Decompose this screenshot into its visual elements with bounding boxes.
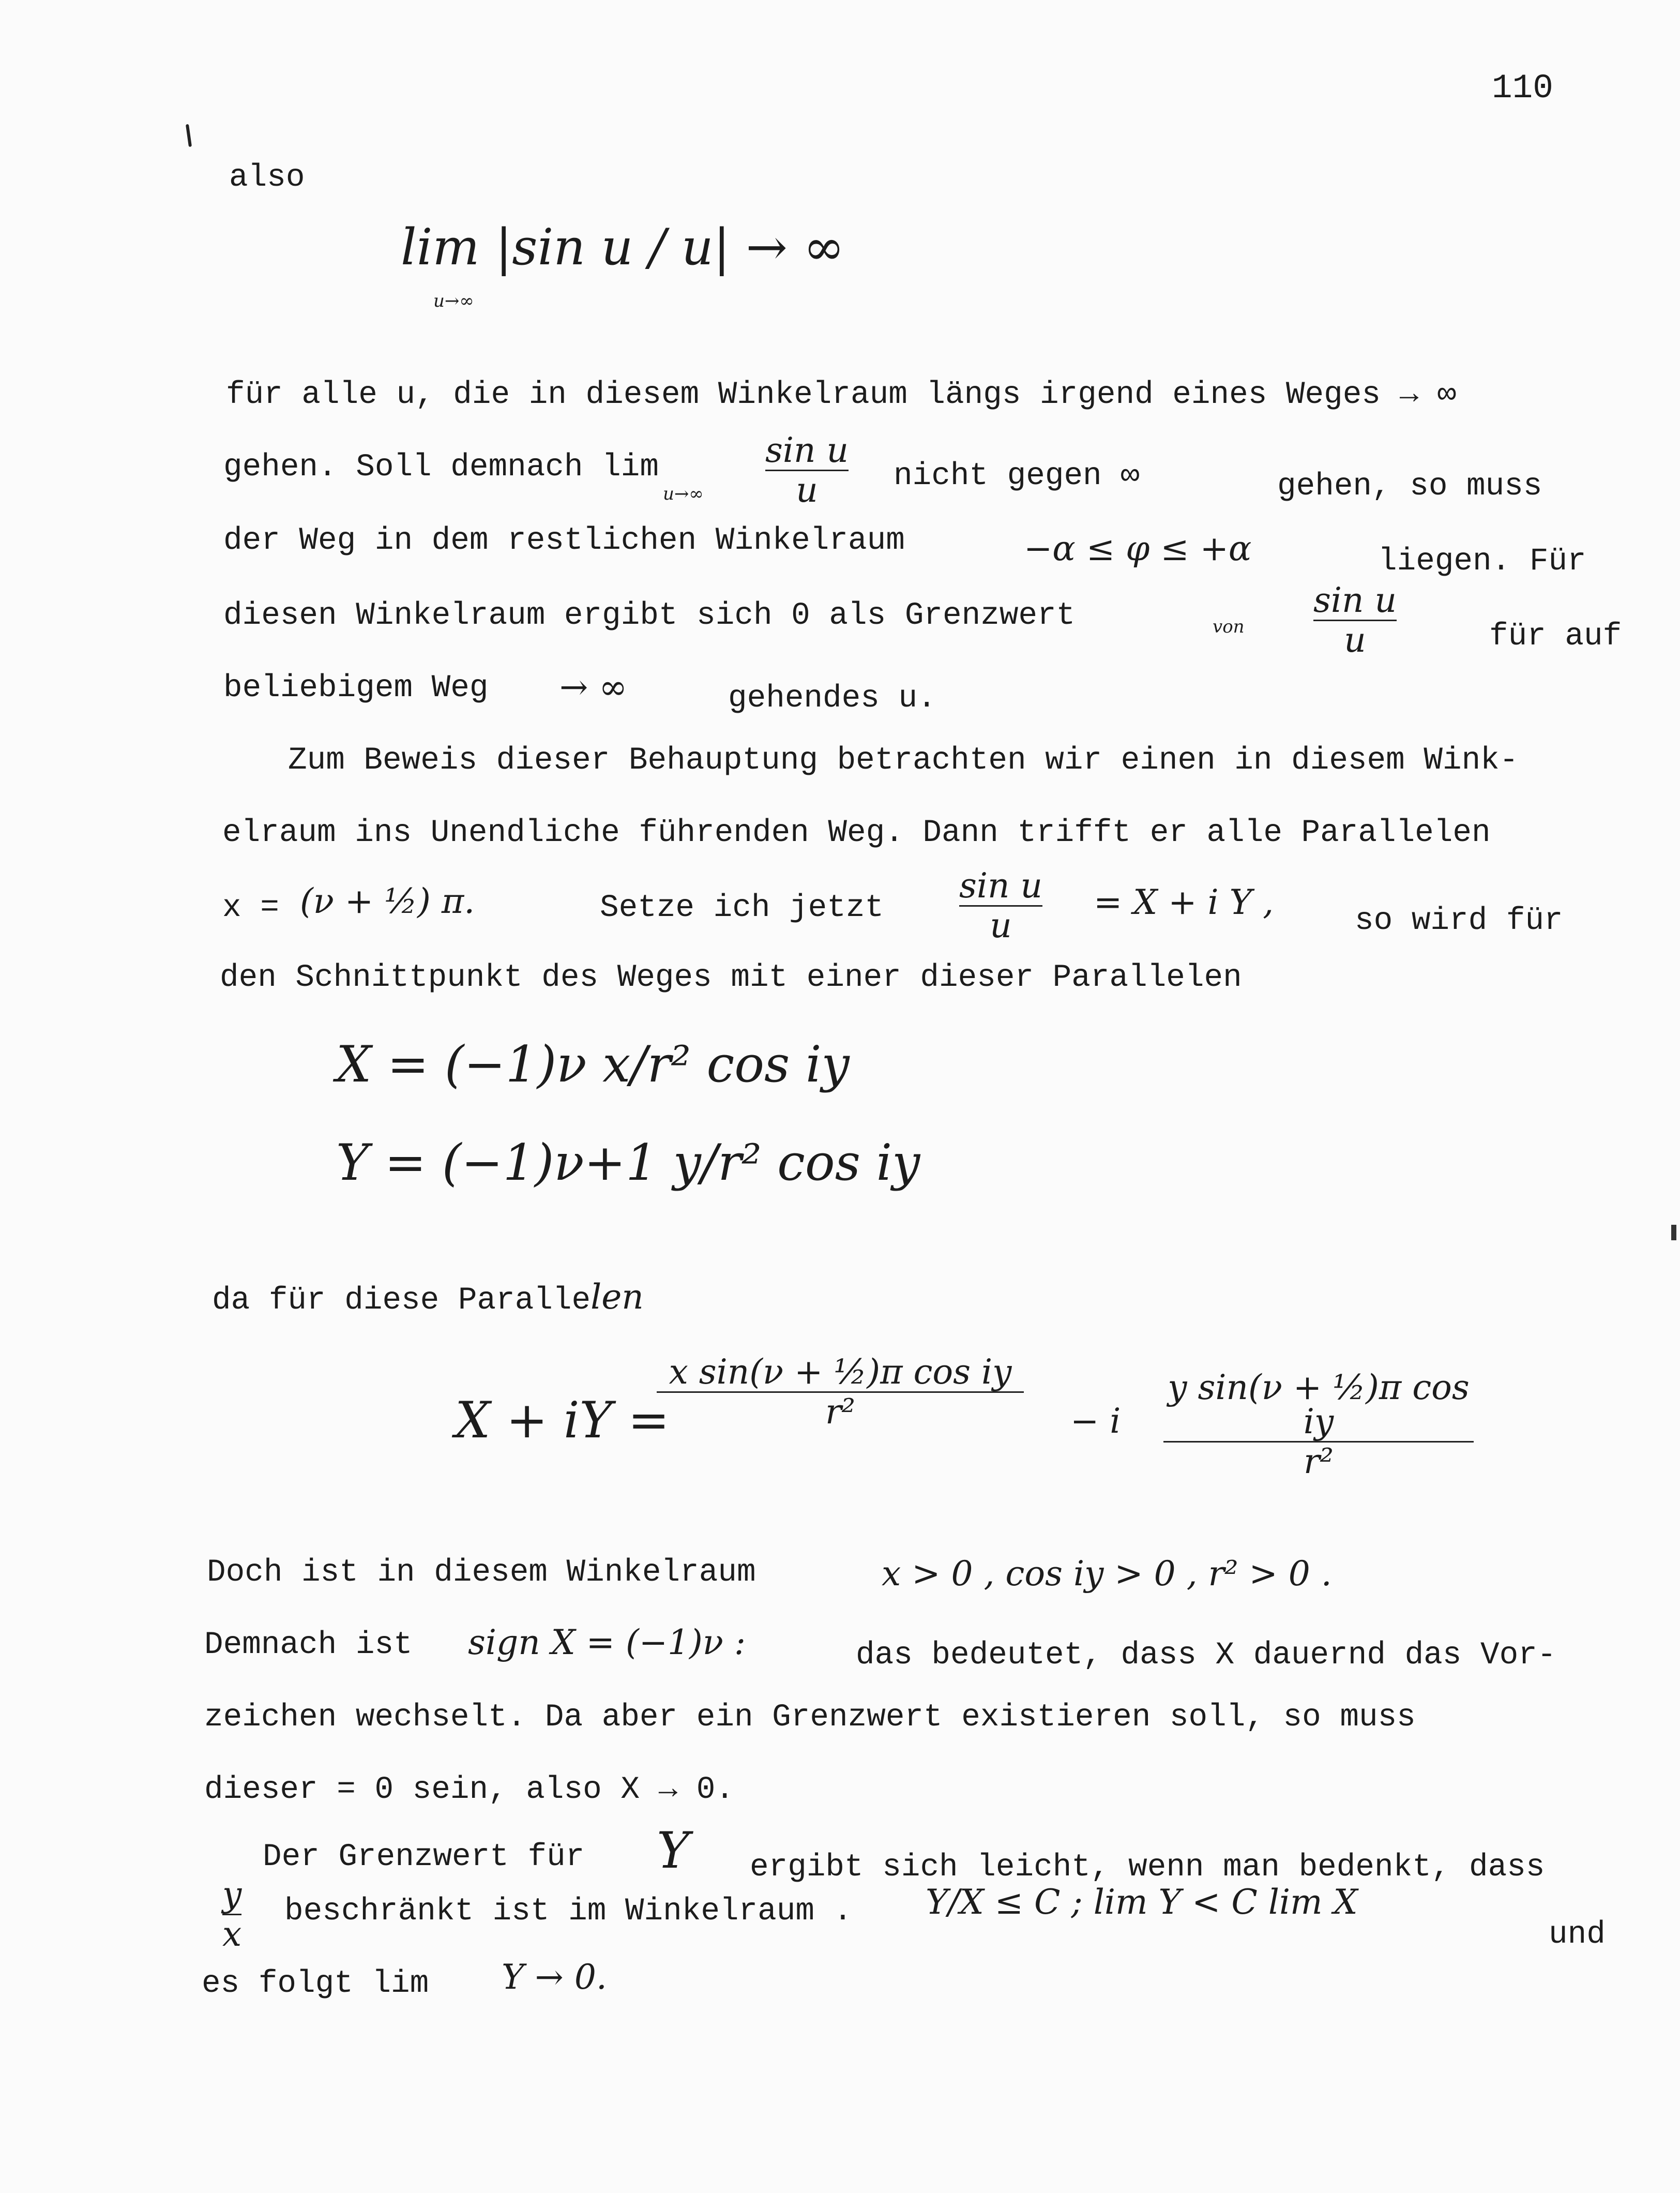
margin-mark bbox=[186, 124, 192, 147]
page-number: 110 bbox=[1492, 69, 1553, 108]
handwritten-word: von bbox=[1213, 617, 1245, 637]
text-line: und bbox=[1549, 1917, 1606, 1952]
handwritten-formula: = X + i Y , bbox=[1094, 882, 1274, 922]
handwritten-formula: x > 0 , cos iy > 0 , r² > 0 . bbox=[882, 1554, 1332, 1594]
handwritten-formula: Y/X ≤ C ; lim Y < C lim X bbox=[926, 1882, 1358, 1922]
handwritten-formula: lim |sin u / u| → ∞ bbox=[401, 218, 845, 276]
handwritten-formula: (ν + ½) π. bbox=[300, 881, 475, 921]
formula-subscript: u→∞ bbox=[433, 291, 474, 311]
text-line: Der Grenzwert für bbox=[263, 1839, 585, 1875]
text-line: nicht gegen ∞ bbox=[894, 458, 1140, 494]
text-line: so wird für bbox=[1355, 903, 1563, 939]
handwritten-equation: X = (−1)ν x/r² cos iy bbox=[336, 1035, 850, 1093]
text-line: Setze ich jetzt bbox=[600, 890, 884, 926]
text-line: Demnach ist bbox=[204, 1627, 413, 1663]
handwritten-formula: Y → 0. bbox=[502, 1957, 607, 1997]
text-line: gehen, so muss bbox=[1277, 469, 1542, 504]
text-line: gehen. Soll demnach lim bbox=[223, 449, 659, 485]
edge-mark bbox=[1671, 1225, 1676, 1240]
text-line: Doch ist in diesem Winkelraum bbox=[207, 1555, 756, 1590]
handwritten-formula: X + iY = bbox=[455, 1391, 670, 1449]
handwritten-fraction: y x bbox=[222, 1874, 242, 1954]
text-line: diesen Winkelraum ergibt sich 0 als Grenzwert bbox=[223, 598, 1076, 634]
text-line: beliebigem Weg bbox=[223, 670, 489, 706]
handwritten-formula: sign X = (−1)ν : bbox=[468, 1623, 746, 1662]
text-line: es folgt lim bbox=[202, 1966, 429, 2002]
handwritten-fragment: len bbox=[591, 1277, 644, 1317]
text-line: der Weg in dem restlichen Winkelraum bbox=[223, 523, 905, 559]
handwritten-fraction: sin u u bbox=[1313, 580, 1397, 660]
text-line: für alle u, die in diesem Winkelraum längs irgend eines Weges → ∞ bbox=[226, 377, 1457, 413]
text-line bbox=[212, 1277, 644, 1318]
handwritten-fraction: sin u u bbox=[765, 430, 849, 510]
text-line: zeichen wechselt. Da aber ein Grenzwert existieren soll, so muss bbox=[204, 1700, 1416, 1735]
text-line: dieser = 0 sein, also X → 0. bbox=[204, 1772, 734, 1808]
handwritten-fraction: y sin(ν + ½)π cos iy r² bbox=[1163, 1371, 1474, 1479]
handwritten-formula: → ∞ bbox=[559, 667, 628, 707]
text-line: das bedeutet, dass X dauernd das Vor- bbox=[856, 1638, 1556, 1673]
text-line: Zum Beweis dieser Behauptung betrachten wir einen in diesem Wink- bbox=[288, 743, 1519, 778]
text-line: gehendes u. bbox=[728, 681, 936, 716]
text-line: den Schnittpunkt des Weges mit einer dieser Parallelen bbox=[220, 960, 1242, 996]
text-line: x = bbox=[222, 890, 279, 926]
formula-subscript: u→∞ bbox=[663, 484, 704, 504]
text-line: liegen. Für bbox=[1378, 544, 1586, 579]
text-line: für auf bbox=[1489, 619, 1622, 654]
text-line: elraum ins Unendliche führenden Weg. Dann trifft er alle Parallelen bbox=[222, 815, 1491, 851]
handwritten-symbol: Y bbox=[657, 1822, 690, 1880]
text-line: also bbox=[229, 160, 305, 196]
text-fragment: da für diese Paralle bbox=[212, 1283, 591, 1318]
handwritten-fraction: sin u u bbox=[959, 866, 1042, 945]
text-line: beschränkt ist im Winkelraum . bbox=[284, 1894, 853, 1929]
handwritten-equation: Y = (−1)ν+1 y/r² cos iy bbox=[336, 1134, 920, 1192]
handwritten-formula: − i bbox=[1070, 1401, 1121, 1441]
text-line: ergibt sich leicht, wenn man bedenkt, dass bbox=[750, 1850, 1545, 1885]
handwritten-fraction: x sin(ν + ½)π cos iy r² bbox=[657, 1355, 1024, 1429]
handwritten-formula: −α ≤ φ ≤ +α bbox=[1024, 529, 1252, 568]
